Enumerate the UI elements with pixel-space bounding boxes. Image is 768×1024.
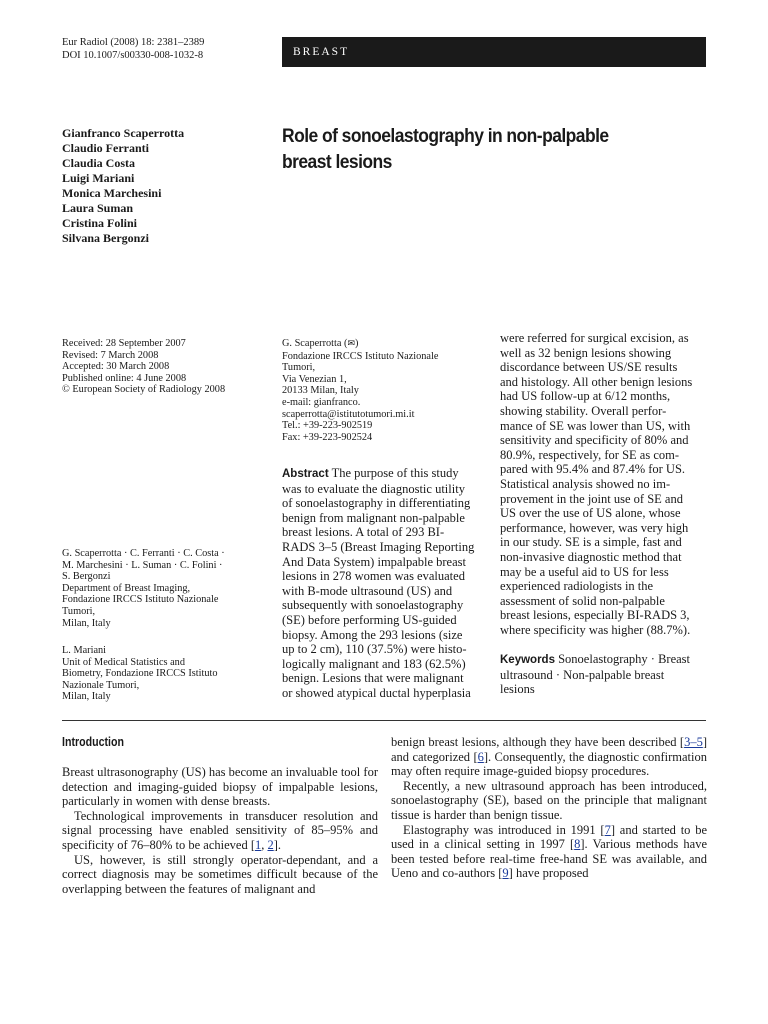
abstract-line: was to evaluate the diagnostic utility [282,481,465,496]
abstract-line: subsequently with sonoelastography [282,598,464,613]
paragraph: Technological improvements in transducer resolution and signal processing have enabled sensitivity of 85–95% and specificity of 76–80% to be achieved [1, 2]. [62,808,378,852]
abstract-line: sensitivity and specificity of 80% and [500,433,689,448]
accepted-date: Accepted: 30 March 2008 [62,361,170,373]
author-list [62,126,262,246]
keywords-line: ultrasound · Non-palpable breast [500,667,665,682]
abstract-line: performance, however, was very high [500,520,689,535]
abstract-column [282,466,490,701]
affiliation-line: Nazionale Tumori, [62,679,140,691]
publication-dates [62,338,272,396]
abstract-line: non-invasive diagnostic method that [500,549,682,564]
affiliation-line: M. Marchesini · L. Suman · C. Folini · [62,559,223,571]
abstract-line: mance of SE was lower than US, with [500,418,691,433]
paragraph: Recently, a new ultrasound approach has been introduced, sonoelastography (SE), based on the principle that malignant tissue is harder than benign tissue. [391,778,707,822]
abstract-line: up to 2 cm), 110 (37.5%) were histo- [282,642,467,657]
abstract-line: assessment of solid non-palpable [500,593,665,608]
introduction-heading: Introduction [62,735,124,749]
author-name: Luigi Mariani [62,171,135,185]
abstract-line: Statistical analysis showed no im- [500,476,671,491]
author-name: Monica Marchesini [62,186,162,200]
author-name: Claudio Ferranti [62,141,149,155]
abstract-line: in our study. SE is a simple, fast and [500,535,682,550]
keywords-line: lesions [500,682,535,697]
abstract-line: benign. Lesions that were malignant [282,671,464,686]
affiliation-line: Milan, Italy [62,617,111,629]
abstract-label: Abstract [282,468,329,480]
abstract-line: provement in the joint use of SE and [500,491,683,506]
copyright-line: © European Society of Radiology 2008 [62,384,226,396]
abstract-line: And Data System) impalpable breast [282,554,466,569]
section-divider [62,720,706,721]
body-column-left [62,765,378,896]
affiliation-line: Biometry, Fondazione IRCCS Istituto [62,668,218,680]
abstract-line: 80.9%, respectively, for SE as com- [500,447,679,462]
abstract-line: and histology. All other benign lesions [500,374,693,389]
abstract-line: or showed atypical ductal hyperplasia [282,685,471,700]
email-address[interactable]: scaperrotta@istitutotumori.mi.it [282,408,415,420]
title-line: Role of sonoelastography in non-palpable [282,126,609,147]
affiliation-line: Tumori, [62,605,96,617]
author-name: Laura Suman [62,201,134,215]
envelope-icon: ✉ [347,339,356,349]
abstract-line: RADS 3–5 (Breast Imaging Reporting [282,539,475,554]
affiliation-line: G. Scaperrotta · C. Ferranti · C. Costa · [62,548,225,559]
author-name: Claudia Costa [62,156,136,170]
citation-link[interactable]: 7 [604,822,611,837]
address-line: Fondazione IRCCS Istituto Nazionale [282,350,439,362]
author-name: Cristina Folini [62,216,138,230]
abstract-line: had US follow-up at 6/12 months, [500,389,671,404]
address-line: Via Venezian 1, [282,373,347,385]
abstract-line: biopsy. Among the 293 lesions (size [282,627,463,642]
citation-link[interactable]: 2 [267,837,274,852]
abstract-line: US over the use of US alone, whose [500,506,681,521]
doi-line: DOI 10.1007/s00330-008-1032-8 [62,50,204,61]
abstract-line: logically malignant and 183 (62.5%) [282,656,466,671]
journal-citation [62,36,204,62]
abstract-line: showing stability. Overall perfor- [500,403,667,418]
keywords-line: Keywords Sonoelastography · Breast [500,652,691,666]
article-title [282,124,668,176]
abstract-line: discordance between US/SE results [500,360,678,375]
corresponding-author: G. Scaperrotta (✉) [282,338,359,349]
author-name: Gianfranco Scaperrotta [62,126,185,140]
abstract-line: Abstract The purpose of this study [282,466,459,480]
body-column-right [391,735,707,881]
abstract-line: may be a useful aid to US for less [500,564,669,579]
address-line: Tumori, [282,362,316,374]
citation-link[interactable]: 3–5 [684,735,703,749]
abstract-line: experienced radiologists in the [500,579,654,594]
keywords-block [500,652,708,697]
published-date: Published online: 4 June 2008 [62,372,187,384]
abstract-line: benign from malignant non-palpable [282,510,465,525]
section-banner [282,37,706,67]
paragraph: benign breast lesions, although they have been described [3–5] and categorized [6]. Consequently, the diagnostic confirmation may often require image-guided biopsy procedures. [391,735,708,779]
email-line: e-mail: gianfranco. [282,396,361,408]
abstract-line: pared with 95.4% and 87.4% for US. [500,462,686,477]
paragraph: US, however, is still strongly operator-dependant, and a correct diagnosis may be sometimes difficult because of the overlapping between the features of malignant and [62,852,378,896]
abstract-line: breast lesions, especially BI-RADS 3, [500,608,690,623]
affiliation-line: S. Bergonzi [62,571,111,583]
citation-link[interactable]: 1 [255,837,262,852]
abstract-line: lesions in 278 women was evaluated [282,569,465,584]
abstract-line: with B-mode ultrasound (US) and [282,583,453,598]
affiliation-line: Milan, Italy [62,691,111,703]
abstract-line: (SE) before performing US-guided [282,612,457,627]
correspondence-block [282,338,482,443]
address-line: 20133 Milan, Italy [282,385,359,397]
paragraph: Breast ultrasonography (US) has become an invaluable tool for detection and imaging-guided biopsy of impalpable lesions, particularly in women with dense breasts. [62,765,378,809]
title-line: breast lesions [282,152,392,173]
affiliation-line: Fondazione IRCCS Istituto Nazionale [62,594,219,606]
keywords-label: Keywords [500,654,555,666]
affiliation-line: L. Mariani [62,645,107,656]
affiliation-block [62,645,272,703]
affiliation-line: Unit of Medical Statistics and [62,656,185,668]
received-date: Received: 28 September 2007 [62,338,186,349]
journal-volume-line: Eur Radiol (2008) 18: 2381–2389 [62,37,205,48]
affiliation-block [62,548,272,629]
abstract-line: of sonoelastography in differentiating [282,496,471,511]
abstract-line: breast lesions. A total of 293 BI- [282,525,445,540]
phone-line: Tel.: +39-223-902519 [282,420,373,432]
citation-link[interactable]: 9 [502,866,509,881]
affiliation-line: Department of Breast Imaging, [62,582,191,594]
author-name: Silvana Bergonzi [62,231,150,245]
abstract-column [500,331,708,637]
paragraph: Elastography was introduced in 1991 [7] and started to be used in a clinical setting in 1997 [8]. Various methods have been tested before real-time free-hand SE was available, and Ueno and co-authors [9] have proposed [391,822,708,881]
abstract-line: well as 32 benign lesions showing [500,345,672,360]
citation-link[interactable]: 8 [574,837,581,852]
revised-date: Revised: 7 March 2008 [62,349,159,361]
abstract-line: where specificity was higher (88.7%). [500,622,691,637]
section-label: BREAST [293,46,350,58]
fax-line: Fax: +39-223-902524 [282,431,373,443]
abstract-line: were referred for surgical excision, as [500,331,689,345]
citation-link[interactable]: 6 [477,749,484,764]
